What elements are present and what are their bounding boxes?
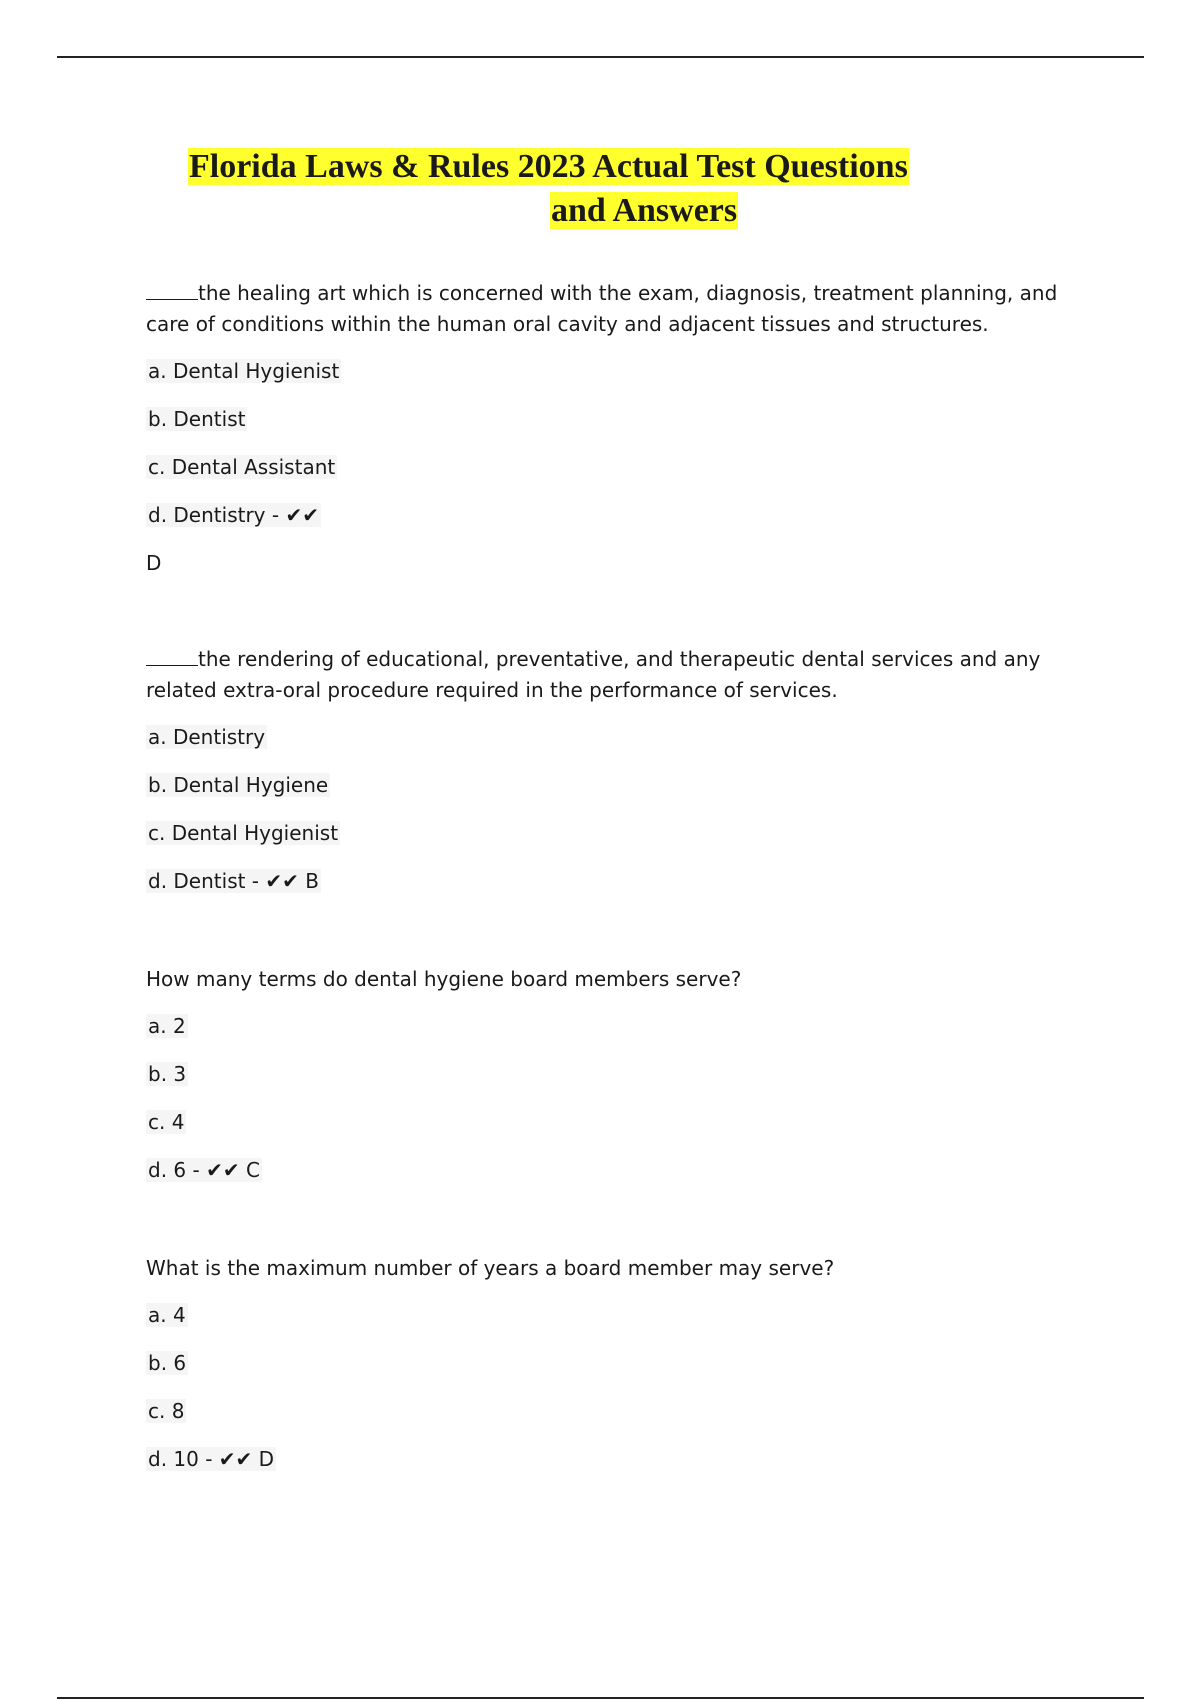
option-c: c. Dental Assistant — [148, 455, 336, 479]
question-text: How many terms do dental hygiene board members serve? — [146, 967, 742, 991]
answer-letter: D — [146, 551, 162, 575]
option-a: a. Dental Hygienist — [148, 359, 340, 383]
question-block-1 — [146, 278, 1096, 579]
question-block-2 — [146, 644, 1096, 914]
option-d-correct: d. Dentistry - ✔✔ — [148, 503, 319, 527]
question-block-3 — [146, 964, 1096, 1203]
option-b: b. 6 — [148, 1351, 187, 1375]
title-line-1: Florida Laws & Rules 2023 Actual Test Questions — [189, 148, 908, 185]
question-text: the rendering of educational, preventative, and therapeutic dental services and any related extra-oral procedure required in the performance of services. — [146, 647, 1041, 702]
question-block-4 — [146, 1253, 1096, 1492]
question-text: What is the maximum number of years a board member may serve? — [146, 1256, 835, 1280]
bottom-divider — [57, 1697, 1144, 1699]
option-d-correct: d. Dentist - ✔✔ B — [148, 869, 319, 893]
option-a: a. 4 — [148, 1303, 186, 1327]
fill-in-blank — [146, 281, 198, 300]
question-text: the healing art which is concerned with the exam, diagnosis, treatment planning, and care of conditions within the human oral cavity and adjacent tissues and structures. — [146, 281, 1058, 336]
option-a: a. 2 — [148, 1014, 186, 1038]
option-d-correct: d. 10 - ✔✔ D — [148, 1447, 275, 1471]
option-c: c. Dental Hygienist — [148, 821, 339, 845]
option-a: a. Dentistry — [148, 725, 266, 749]
option-d-correct: d. 6 - ✔✔ C — [148, 1158, 260, 1182]
option-c: c. 4 — [148, 1110, 185, 1134]
top-divider — [57, 56, 1144, 58]
document-title — [188, 145, 1008, 233]
option-b: b. Dental Hygiene — [148, 773, 329, 797]
fill-in-blank — [146, 647, 198, 666]
title-line-2: and Answers — [551, 192, 738, 229]
option-b: b. 3 — [148, 1062, 187, 1086]
option-c: c. 8 — [148, 1399, 185, 1423]
option-b: b. Dentist — [148, 407, 246, 431]
